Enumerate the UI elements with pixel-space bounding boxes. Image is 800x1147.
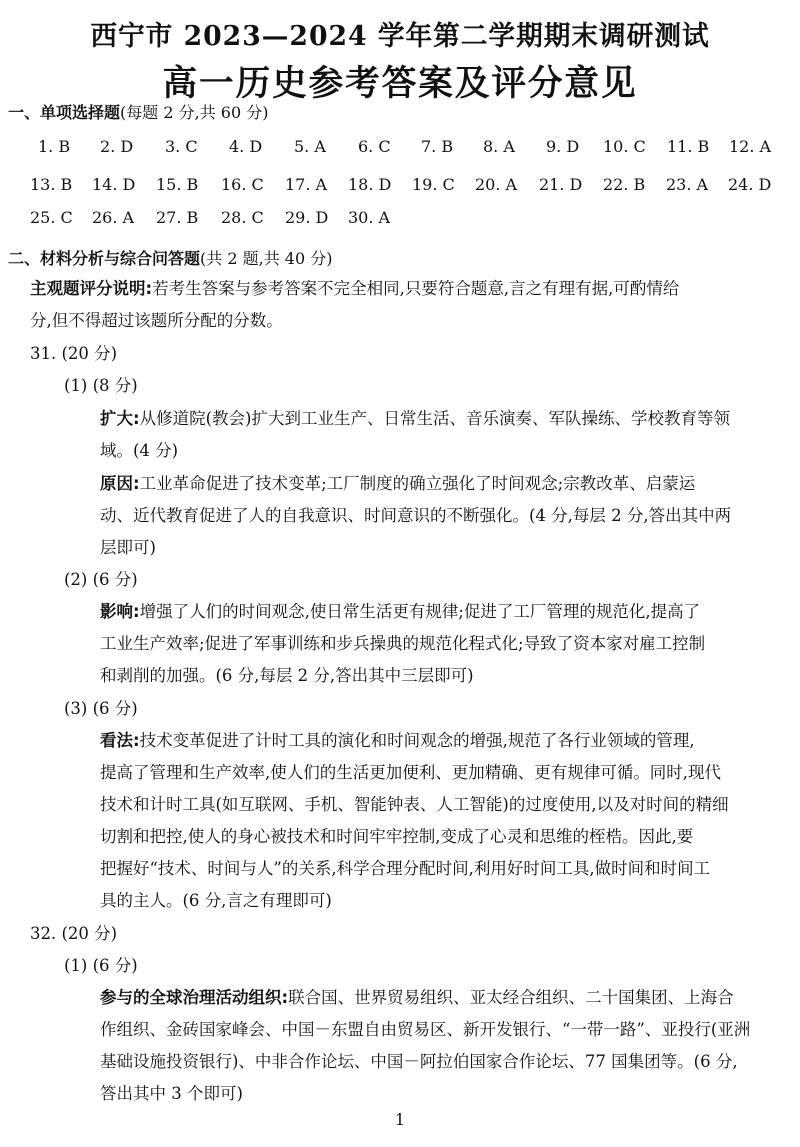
section1-title: 一、单项选择题	[8, 103, 121, 122]
q31-part1-line-2: 域。(4 分)	[100, 441, 179, 460]
answer-item: 17. A	[285, 175, 328, 194]
answer-row-3	[0, 208, 800, 234]
answer-item: 20. A	[475, 175, 518, 194]
answer-item: 15. B	[156, 175, 199, 194]
answer-item: 25. C	[30, 208, 73, 227]
q31-part1-line-4: 动、近代教育促进了人的自我意识、时间意识的不断强化。(4 分,每层 2 分,答出其中两	[100, 506, 732, 525]
q31-part3-line-3: 技术和计时工具(如互联网、手机、智能钟表、人工智能)的过度使用,以及对时间的精细	[100, 795, 729, 814]
q31-part3-line-4: 切割和把控,使人的身心被技术和时间牢牢控制,变成了心灵和思维的桎梏。因此,要	[100, 827, 694, 846]
answer-item: 18. D	[348, 175, 392, 194]
answer-row-2	[0, 175, 800, 201]
q32-part1-line-2: 作组织、金砖国家峰会、中国－东盟自由贸易区、新开发银行、“一带一路”、亚投行(亚洲	[100, 1020, 751, 1039]
page-title: 高一历史参考答案及评分意见	[162, 63, 638, 104]
answer-item: 14. D	[92, 175, 136, 194]
answer-item: 3. C	[165, 137, 198, 156]
answer-item: 13. B	[30, 175, 73, 194]
answer-item: 16. C	[221, 175, 264, 194]
answer-item: 21. D	[539, 175, 583, 194]
page-number: 1	[394, 1110, 406, 1129]
answer-item: 28. C	[221, 208, 264, 227]
answer-item: 10. C	[603, 137, 646, 156]
answer-item: 8. A	[483, 137, 515, 156]
q31-part1-line-1: 扩大:从修道院(教会)扩大到工业生产、日常生活、音乐演奏、军队操练、学校教育等领	[100, 409, 730, 428]
section2-title: 二、材料分析与综合问答题	[8, 249, 201, 268]
exam-title: 西宁市 2023—2024 学年第二学期期末调研测试	[90, 21, 710, 52]
answer-item: 27. B	[156, 208, 199, 227]
scoring-rule-label: 主观题评分说明:	[30, 279, 153, 298]
section2-note: (共 2 题,共 40 分)	[200, 249, 333, 268]
answer-item: 12. A	[729, 137, 772, 156]
section2-heading	[8, 246, 332, 269]
answer-item: 1. B	[38, 137, 71, 156]
answer-item: 9. D	[546, 137, 580, 156]
q31-part3-line-2: 提高了管理和生产效率,使人们的生活更加便利、更加精确、更有规律可循。同时,现代	[100, 763, 721, 782]
q32-header: 32. (20 分)	[30, 924, 118, 943]
answer-row-1	[0, 137, 800, 163]
answer-item: 26. A	[92, 208, 135, 227]
q32-part1-header: (1) (6 分)	[64, 956, 138, 975]
section1-heading	[8, 100, 268, 123]
scoring-rule-line-1: 主观题评分说明:若考生答案与参考答案不完全相同,只要符合题意,言之有理有据,可酌情给	[30, 279, 680, 298]
answer-item: 2. D	[100, 137, 134, 156]
answer-item: 5. A	[294, 137, 326, 156]
q31-part2-line-3: 和剥削的加强。(6 分,每层 2 分,答出其中三层即可)	[100, 666, 474, 685]
answer-item: 4. D	[229, 137, 263, 156]
answer-item: 11. B	[667, 137, 710, 156]
answer-item: 22. B	[603, 175, 646, 194]
q31-part3-line-1: 看法:技术变革促进了计时工具的演化和时间观念的增强,规范了各行业领域的管理,	[100, 731, 695, 750]
q31-part3-line-6: 具的主人。(6 分,言之有理即可)	[100, 891, 332, 910]
section1-note: (每题 2 分,共 60 分)	[120, 103, 269, 122]
q32-part1-line-4: 答出其中 3 个即可)	[100, 1084, 243, 1103]
answer-item: 24. D	[728, 175, 772, 194]
q32-part1-line-3: 基础设施投资银行)、中非合作论坛、中国－阿拉伯国家合作论坛、77 国集团等。(6 分,	[100, 1052, 738, 1071]
q31-part1-line-5: 层即可)	[100, 538, 156, 557]
q31-part1-header: (1) (8 分)	[64, 376, 138, 395]
q31-part2-header: (2) (6 分)	[64, 570, 138, 589]
q31-part3-line-5: 把握好“技术、时间与人”的关系,科学合理分配时间,利用好时间工具,做时间和时间工	[100, 859, 711, 878]
q31-part2-line-2: 工业生产效率;促进了军事训练和步兵操典的规范化程式化;导致了资本家对雇工控制	[100, 634, 706, 653]
q31-header: 31. (20 分)	[30, 344, 118, 363]
q31-part1-line-3: 原因:工业革命促进了技术变革;工厂制度的确立强化了时间观念;宗教改革、启蒙运	[100, 474, 696, 493]
answer-item: 23. A	[666, 175, 709, 194]
answer-item: 7. B	[421, 137, 454, 156]
q31-part2-line-1: 影响:增强了人们的时间观念,使日常生活更有规律;促进了工厂管理的规范化,提高了	[100, 602, 701, 621]
answer-item: 30. A	[348, 208, 391, 227]
answer-item: 29. D	[285, 208, 329, 227]
answer-item: 6. C	[358, 137, 391, 156]
q32-part1-line-1: 参与的全球治理活动组织:联合国、世界贸易组织、亚太经合组织、二十国集团、上海合	[100, 988, 734, 1007]
answer-item: 19. C	[412, 175, 455, 194]
q31-part3-header: (3) (6 分)	[64, 699, 138, 718]
scoring-rule-line-2: 分,但不得超过该题所分配的分数。	[30, 311, 283, 330]
